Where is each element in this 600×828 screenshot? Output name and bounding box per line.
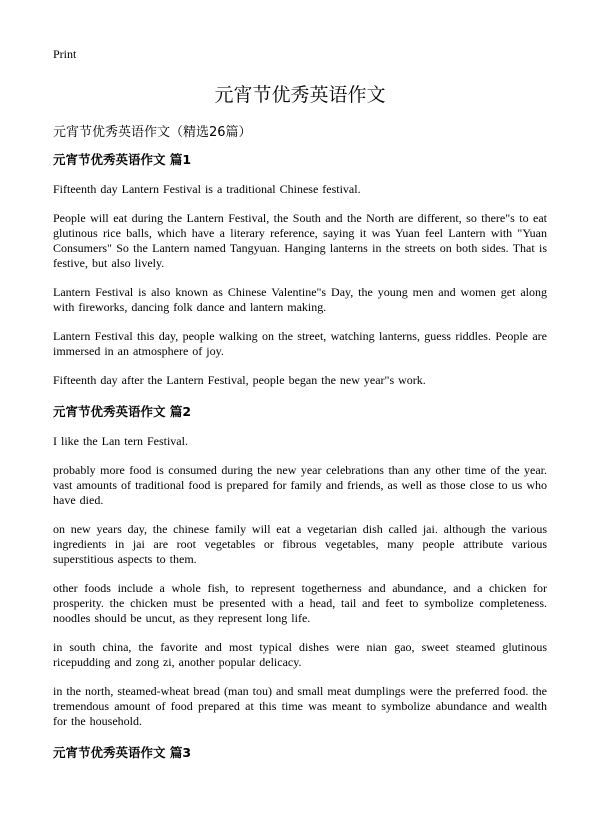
essay-section-2 xyxy=(53,402,547,729)
paragraph: Fifteenth day after the Lantern Festival, people began the new year"s work. xyxy=(53,373,426,387)
article-body xyxy=(53,150,547,775)
essay-section-1 xyxy=(53,150,547,388)
section-heading: 元宵节优秀英语作文 篇1 xyxy=(53,152,192,167)
paragraph: probably more food is consumed during the new year celebrations than any other time of the year. vast amounts of traditional food is prepared for family and friends, as well as those close to us who have died. xyxy=(53,463,547,507)
print-link[interactable]: Print xyxy=(53,47,77,61)
paragraph: I like the Lan tern Festival. xyxy=(53,434,188,448)
paragraph: in south china, the favorite and most typical dishes were nian gao, sweet steamed glutinous ricepudding and zong zi, another popular delicacy. xyxy=(53,640,547,669)
essay-section-3 xyxy=(53,743,547,761)
paragraph: Fifteenth day Lantern Festival is a traditional Chinese festival. xyxy=(53,182,361,196)
paragraph: People will eat during the Lantern Festival, the South and the North are different, so there"s to eat glutinous rice balls, which have a literary reference, saying it was Yuan feel Lantern with "Yuan Consumers" So the Lantern named Tangyuan. Hanging lanterns in the streets on both sides. That is festive, but also lively. xyxy=(53,211,547,270)
paragraph: Lantern Festival is also known as Chinese Valentine"s Day, the young men and women get along with fireworks, dancing folk dance and lantern making. xyxy=(53,285,547,314)
section-heading: 元宵节优秀英语作文 篇2 xyxy=(53,404,192,419)
paragraph: Lantern Festival this day, people walking on the street, watching lanterns, guess riddles. People are immersed in an atmosphere of joy. xyxy=(53,329,547,358)
page-subtitle: 元宵节优秀英语作文（精选26篇） xyxy=(53,125,252,140)
paragraph: on new years day, the chinese family will eat a vegetarian dish called jai. although the various ingredients in jai are root vegetables or fibrous vegetables, many people attribute various superstitious aspects to them. xyxy=(53,522,547,566)
section-heading: 元宵节优秀英语作文 篇3 xyxy=(53,745,192,760)
page-title: 元宵节优秀英语作文 xyxy=(214,84,386,106)
paragraph: in the north, steamed-wheat bread (man tou) and small meat dumplings were the preferred food. the tremendous amount of food prepared at this time was meant to symbolize abundance and wealth for the household. xyxy=(53,684,547,728)
paragraph: other foods include a whole fish, to represent togetherness and abundance, and a chicken for prosperity. the chicken must be presented with a head, tail and feet to symbolize completeness. noodles should be uncut, as they represent long life. xyxy=(53,581,547,625)
